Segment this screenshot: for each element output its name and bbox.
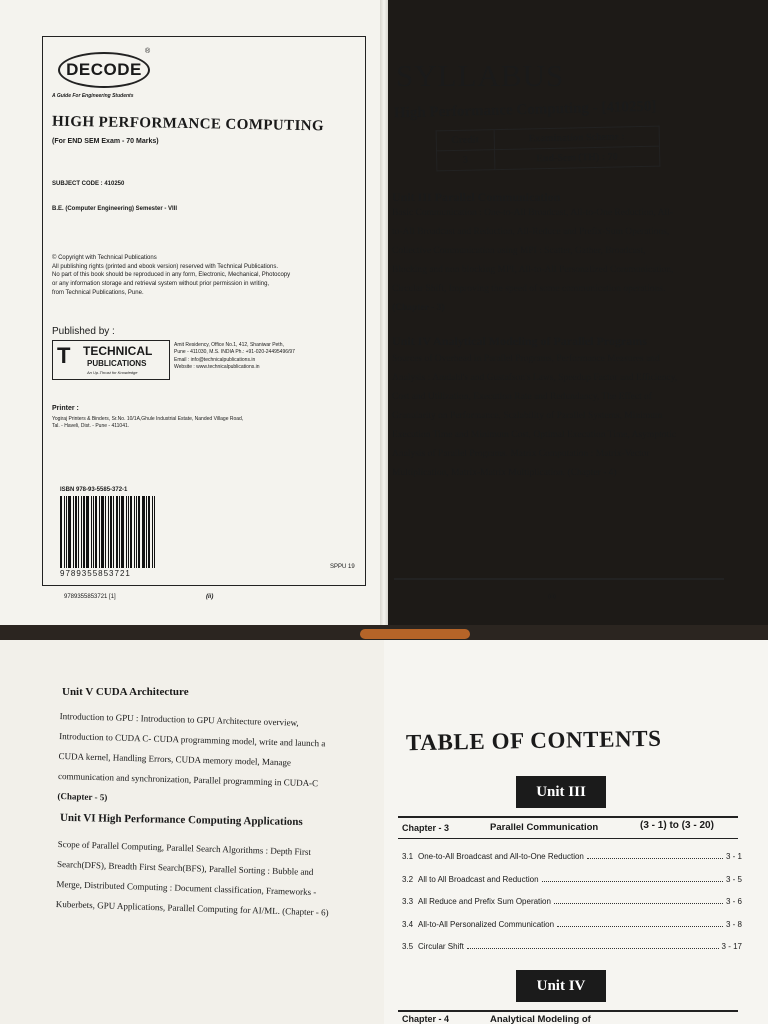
chapter-3-label: Chapter - 3 (402, 823, 450, 833)
decode-logo: DECODE (58, 52, 150, 88)
barcode-bar (105, 496, 106, 568)
book-spine (380, 0, 388, 625)
brand-tagline: A Guide For Engineering Students (52, 93, 134, 99)
toc-entry[interactable]: 3.5 Circular Shift 3 - 17 (402, 942, 742, 951)
barcode-bar (101, 496, 104, 568)
unit-iv-title: Unit IV Analytical Modeling of Parallel Programs (392, 334, 647, 348)
publisher-t-icon: T (57, 343, 71, 368)
barcode-bar (134, 496, 135, 568)
unit-iv-body: Sources of Overhead in Parallel Programs, Performance Measures and Analysis : Amdahl's and Gustafson's Laws, Speedup Factor and Efficiency, Cost and Utilization, Execution Rate and Redundancy, The Effect of Granularity on Performance, Scalability of Parallel Systems, Minimum Execution Time and Minimum Cost, Optimal Execution Time, Asymptotic Analysis of Parallel Programs. Matrix Computation : Matrix-Vector Multiplication, Matrix-Matrix Multiplication. (Chapter - 4) (392, 354, 678, 478)
toc-heading: TABLE OF CONTENTS (405, 725, 662, 756)
barcode-bar (66, 496, 67, 568)
barcode-bar (136, 496, 137, 568)
printer-address: Yogiraj Printers & Binders, Sr.No. 10/1A,Ghule Industrial Estate, Nanded Village Road, Tal. - Haveli, Dist. - Pune - 411041. (52, 416, 244, 430)
barcode-bar (146, 496, 147, 568)
barcode-bar (60, 496, 62, 568)
unit-v-body: Introduction to GPU : Introduction to GPU Architecture overview, Introduction to CUDA C- CUDA programming model, write and launch a CUDA kernel, Handling Errors, CUDA memory model, Manage communication and synchronization, Parallel programming in CUDA-C (Chapter - 5) (57, 710, 326, 803)
barcode-bar (119, 496, 120, 568)
unit-iii-title: Unit III Parallel Communication (392, 190, 561, 204)
barcode-bar (78, 496, 79, 568)
toc-entry[interactable]: 3.3 All Reduce and Prefix Sum Operation 3 - 6 (402, 897, 742, 906)
barcode-bar (154, 496, 155, 568)
barcode-bar (83, 496, 85, 568)
chapter-3-pages: (3 - 1) to (3 - 20) (640, 820, 714, 831)
chapter-3-title: Parallel Communication (490, 822, 599, 833)
barcode-bar (138, 496, 140, 568)
credit-value: 3 (437, 150, 495, 171)
chapter-4-label: Chapter - 4 (402, 1014, 450, 1024)
barcode-bar (91, 496, 92, 568)
barcode-number: 9789355853721 (60, 569, 131, 578)
published-by-label: Published by : (52, 326, 115, 337)
publisher-name-2: PUBLICATIONS (87, 359, 147, 368)
unit-v-title: Unit V CUDA Architecture (62, 686, 189, 698)
unit-iii-body: Basic Communication : One-to-All Broadcast, All-to-One Reduction, All- to-All Broadcast and Reduction, All-Reduce and Prefix-Sum Operations, Collective Communication using MPI : Scatter, Gather, Broadcast, Blocking and non blocking MPI, All-to-All Personalized Communication, Circular Shift, Improving the speed of some communication operations. (Chapter - 3) (392, 208, 674, 313)
publisher-logo (52, 340, 170, 380)
publisher-slogan: An Up-Thrust for Knowledge (87, 370, 138, 375)
barcode-bar (116, 496, 118, 568)
barcode-bar (99, 496, 100, 568)
syllabus-footer-rule (394, 578, 724, 580)
barcode-bar (113, 496, 114, 568)
toc-entry[interactable]: 3.4 All-to-All Personalized Communication 3 - 8 (402, 920, 742, 929)
sppu-code: SPPU 19 (330, 564, 355, 570)
barcode-bar (95, 496, 97, 568)
toc-entry[interactable]: 3.1 One-to-All Broadcast and All-to-One Reduction 3 - 1 (402, 852, 742, 861)
barcode-bar (142, 496, 145, 568)
toc-rule-unit-iv (398, 1010, 738, 1012)
credit-header: Credit (436, 130, 494, 151)
barcode-bar (86, 496, 89, 568)
barcode-bar (128, 496, 129, 568)
barcode-bar (75, 496, 77, 568)
registered-mark: ® (145, 48, 151, 55)
barcode-bar (126, 496, 127, 568)
barcode-bar (152, 496, 153, 568)
exam-note: (For END SEM Exam - 70 Marks) (52, 138, 159, 145)
unit-iv-badge: Unit IV (516, 970, 606, 1002)
publisher-address: Amit Residency, Office No.1, 412, Shaniwar Peth, Pune - 411030, M.S. INDIA Ph.: +91-020-24495496/97 Email : info@technicalpublications.in Website : www.technicalpublications.in (174, 342, 295, 370)
toc-entry[interactable]: 3.2 All to All Broadcast and Reduction 3 - 5 (402, 875, 742, 884)
unit-vi-title: Unit VI High Performance Computing Applications (59, 811, 303, 829)
exam-scheme-value: End-Sem (TH) : 70 (494, 146, 660, 169)
barcode-bar (68, 496, 71, 568)
toc-rule-bottom (398, 838, 738, 839)
syllabus-continued-page (0, 640, 384, 1024)
page-number-iii: (iii) (548, 594, 556, 600)
course-title: High Performance Computing - [410250] (393, 98, 657, 122)
imprint-page (0, 0, 384, 625)
page-number-ii: (ii) (206, 594, 214, 600)
isbn: ISBN 978-93-5585-372-1 (60, 487, 128, 493)
barcode-bar (130, 496, 132, 568)
toc-rule-top (398, 816, 738, 818)
unit-iii-badge: Unit III (516, 776, 606, 808)
exam-scheme-header: Examination Scheme : (494, 126, 660, 149)
barcode (60, 496, 156, 568)
barcode-bar (64, 496, 65, 568)
printer-label: Printer : (52, 405, 79, 412)
credit-table (436, 126, 661, 172)
course-name: B.E. (Computer Engineering) Semester - VIII (52, 206, 178, 212)
barcode-bar (73, 496, 74, 568)
syllabus-heading: SYLLABUS (396, 58, 565, 93)
barcode-bar (108, 496, 109, 568)
footer-code: 9789355853721 [1] (64, 594, 116, 600)
barcode-bar (93, 496, 94, 568)
book-title: HIGH PERFORMANCE COMPUTING (51, 113, 325, 135)
barcode-bar (110, 496, 112, 568)
subject-code: SUBJECT CODE : 410250 (52, 181, 125, 187)
barcode-bar (121, 496, 124, 568)
barcode-bar (148, 496, 150, 568)
publisher-name: TECHNICAL (83, 344, 153, 358)
copyright-block: © Copyright with Technical Publications All publishing rights (printed and ebook version) reserved with Technical Publications. No part of this book should be reproduced in any form, Electronic, Mechanical, Photocopy or any information storage and retrieval system without prior permission in writing, from Technical Publications, Pune. (52, 255, 291, 296)
barcode-bar (81, 496, 82, 568)
chapter-4-title: Analytical Modeling of (490, 1014, 591, 1024)
unit-vi-body: Scope of Parallel Computing, Parallel Search Algorithms : Depth First Search(DFS), Breadth First Search(BFS), Parallel Sorting : Bubble and Merge, Distributed Computing : Document classification, Frameworks - Kuberbets, GPU Applications, Parallel Computing for AI/ML. (Chapter - 6) (55, 838, 329, 918)
